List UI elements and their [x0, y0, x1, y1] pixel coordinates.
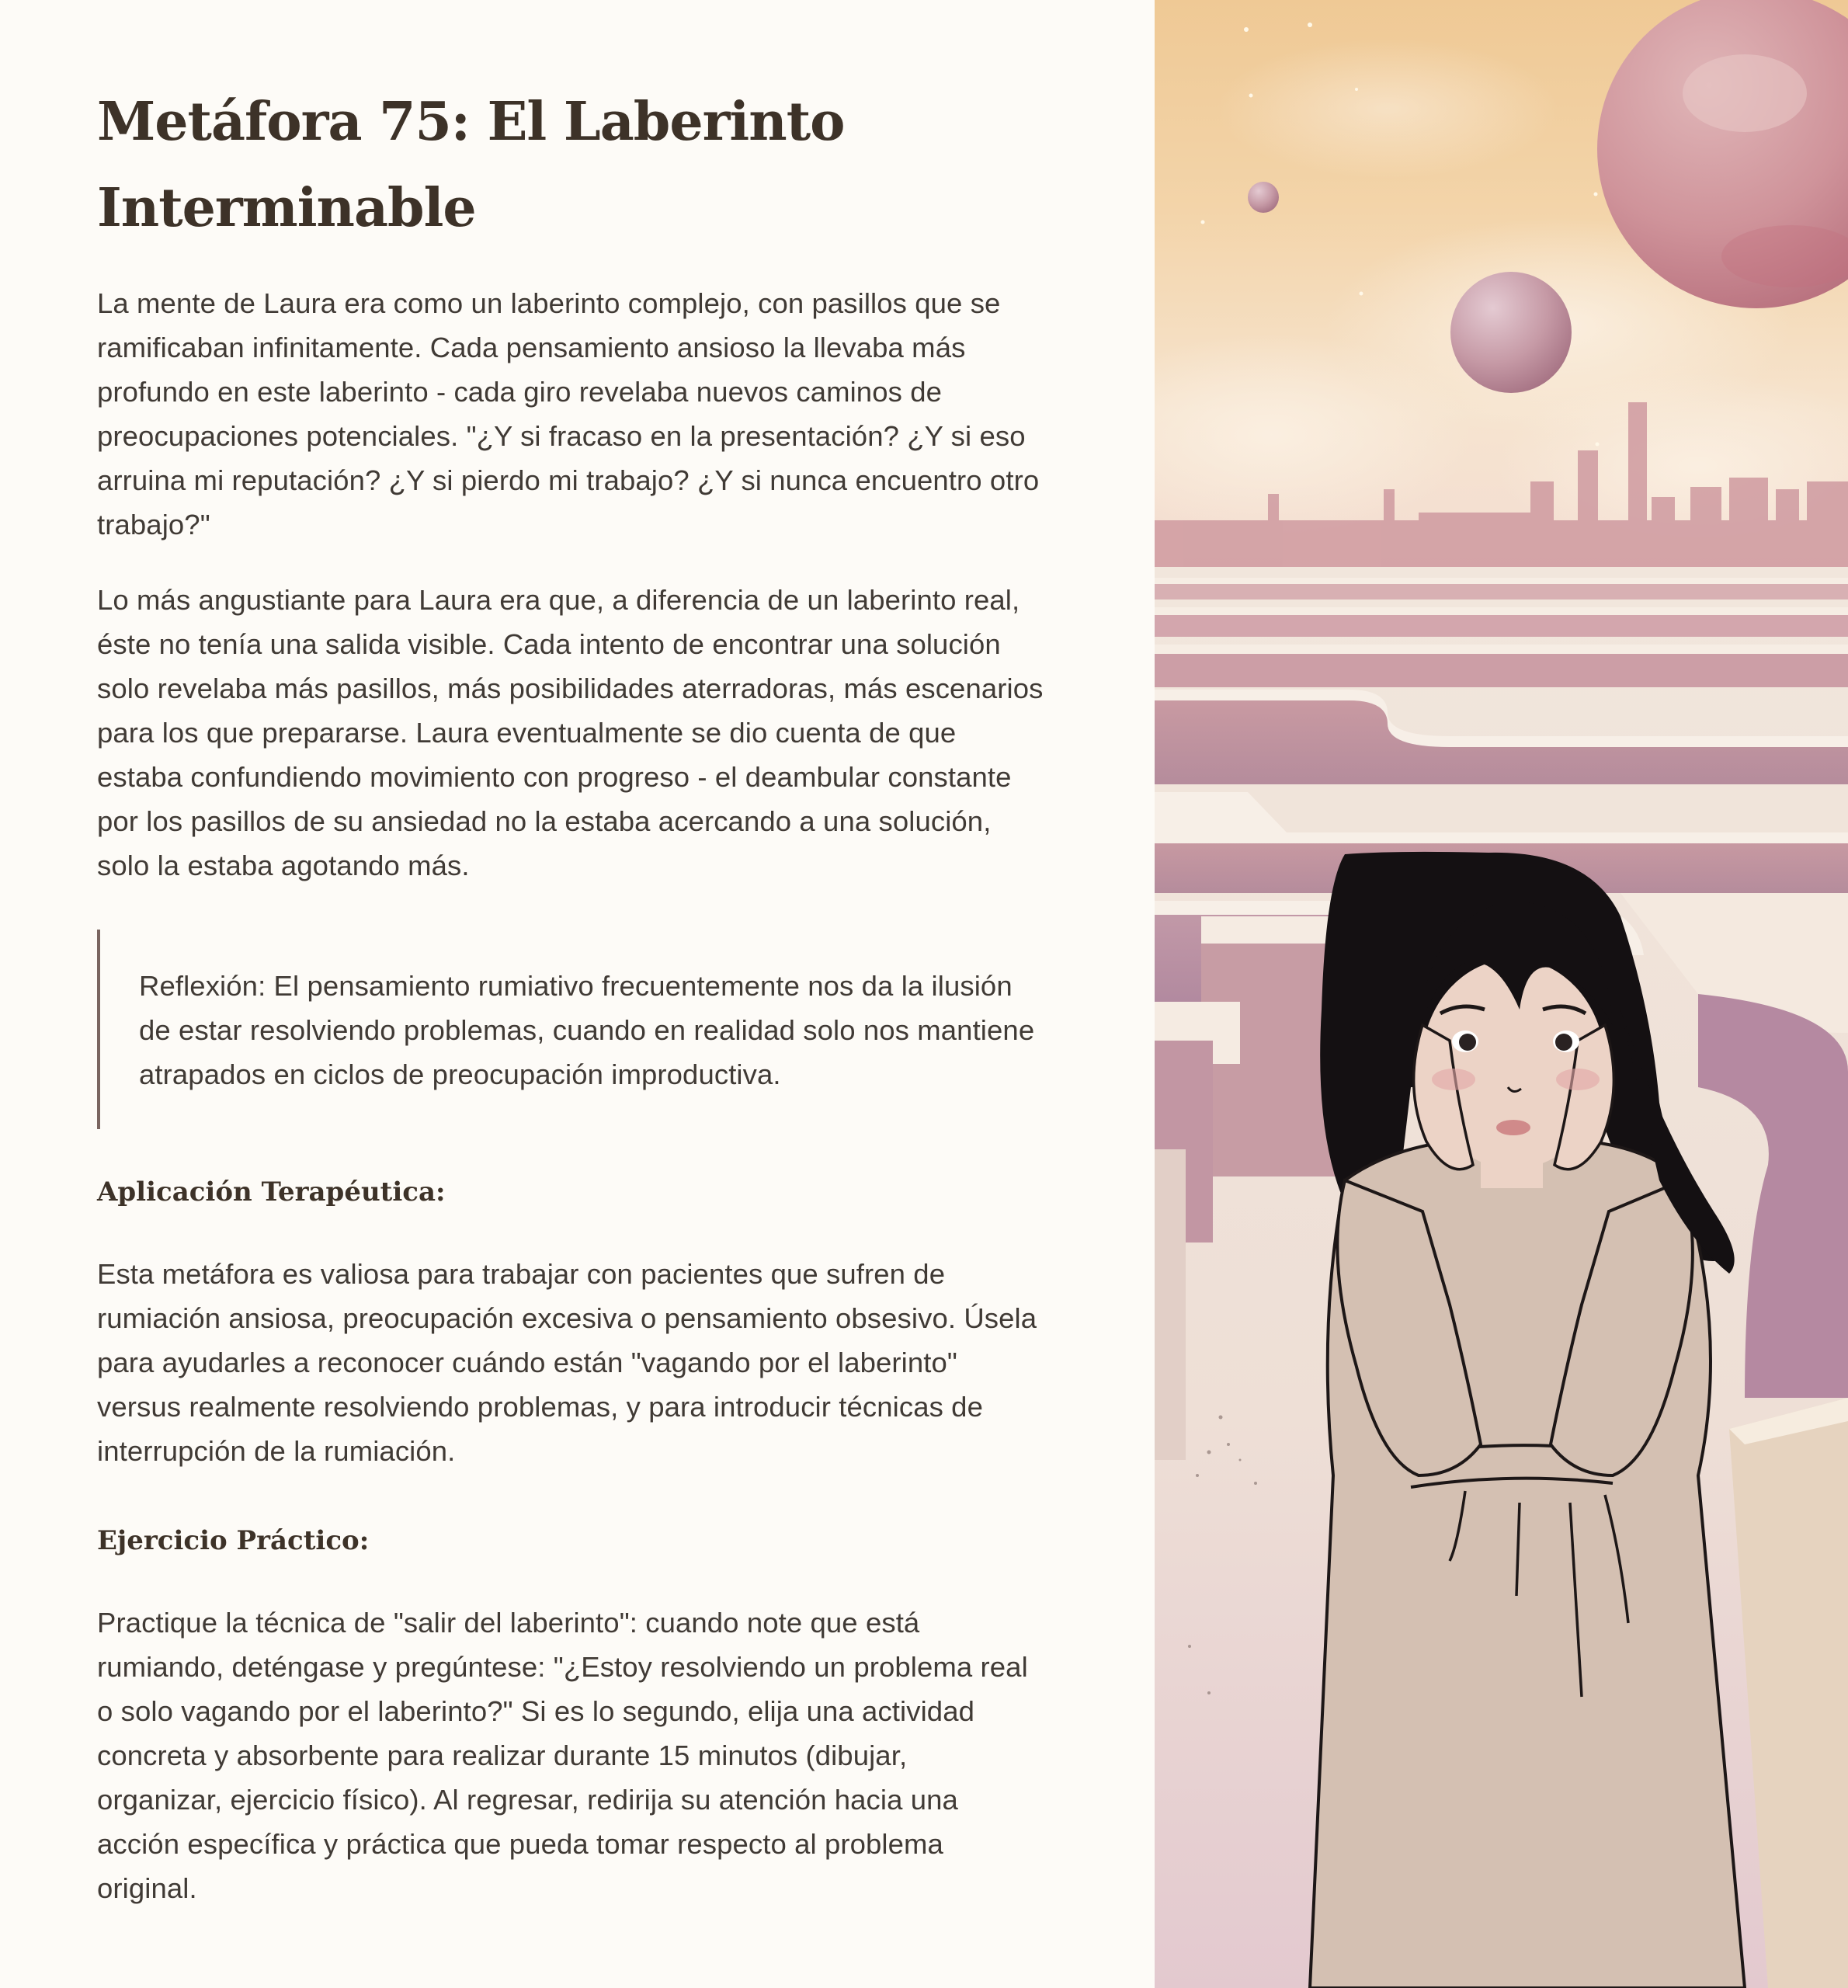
therapeutic-application-heading: Aplicación Terapéutica: [97, 1176, 446, 1208]
text-line: de estar resolviendo problemas, cuando en realidad solo nos mantiene [139, 1014, 1035, 1046]
text-line: trabajo?" [97, 509, 210, 540]
text-line: versus realmente resolviendo problemas, y para introducir técnicas de [97, 1391, 983, 1423]
text-line: para ayudarles a reconocer cuándo están "vagando por el laberinto" [97, 1347, 957, 1378]
text-line: éste no tenía una salida visible. Cada intento de encontrar una solución [97, 628, 1001, 660]
text-line: atrapados en ciclos de preocupación improductiva. [139, 1058, 781, 1090]
text-line: o solo vagando por el laberinto?" Si es lo segundo, elija una actividad [97, 1695, 975, 1727]
practical-exercise-heading: Ejercicio Práctico: [97, 1525, 370, 1556]
text-line: La mente de Laura era como un laberinto complejo, con pasillos que se [97, 287, 1001, 319]
text-line: original. [97, 1872, 197, 1904]
planet-icon-medium [1450, 272, 1572, 393]
text-line: acción específica y práctica que pueda tomar respecto al problema [97, 1828, 943, 1860]
page-title-line-2: Interminable [97, 177, 476, 239]
reflection-text [139, 964, 1077, 1097]
text-line: Lo más angustiante para Laura era que, a diferencia de un laberinto real, [97, 584, 1020, 616]
reflection-blockquote [97, 930, 1077, 1129]
text-line: profundo en este laberinto - cada giro revelaba nuevos caminos de [97, 376, 942, 408]
page-title [97, 79, 990, 252]
practical-exercise-paragraph [97, 1600, 1077, 1910]
text-line: arruina mi reputación? ¿Y si pierdo mi trabajo? ¿Y si nunca encuentro otro [97, 464, 1040, 496]
maze-walls-distant [1155, 578, 1848, 687]
second-paragraph [97, 578, 1077, 888]
intro-paragraph [97, 281, 1077, 547]
text-line: por los pasillos de su ansiedad no la estaba acercando a una solución, [97, 805, 992, 837]
text-line: organizar, ejercicio físico). Al regresar, redirija su atención hacia una [97, 1784, 958, 1816]
text-line: solo la estaba agotando más. [97, 850, 470, 881]
planet-icon-small [1248, 182, 1279, 213]
text-line: ramificaban infinitamente. Cada pensamiento ansioso la llevaba más [97, 332, 966, 363]
text-line: concreta y absorbente para realizar durante 15 minutos (dibujar, [97, 1740, 908, 1771]
text-line: para los que prepararse. Laura eventualmente se dio cuenta de que [97, 717, 957, 749]
therapeutic-application-paragraph [97, 1252, 1077, 1473]
text-line: preocupaciones potenciales. "¿Y si fracaso en la presentación? ¿Y si eso [97, 420, 1026, 452]
text-line: solo revelaba más pasillos, más posibilidades aterradoras, más escenarios [97, 673, 1044, 704]
page-title-line-1: Metáfora 75: El Laberinto [97, 91, 845, 153]
text-line: estaba confundiendo movimiento con progreso - el deambular constante [97, 761, 1012, 793]
text-line: Esta metáfora es valiosa para trabajar con pacientes que sufren de [97, 1258, 946, 1290]
text-line: Practique la técnica de "salir del laberinto": cuando note que está [97, 1607, 920, 1639]
text-line: rumiación ansiosa, preocupación excesiva o pensamiento obsesivo. Úsela [97, 1302, 1037, 1334]
text-line: interrupción de la rumiación. [97, 1435, 456, 1467]
text-line: rumiando, deténgase y pregúntese: "¿Estoy resolviendo un problema real [97, 1651, 1028, 1683]
maze-illustration [1155, 0, 1848, 1988]
text-line: Reflexión: El pensamiento rumiativo frecuentemente nos da la ilusión [139, 970, 1013, 1002]
